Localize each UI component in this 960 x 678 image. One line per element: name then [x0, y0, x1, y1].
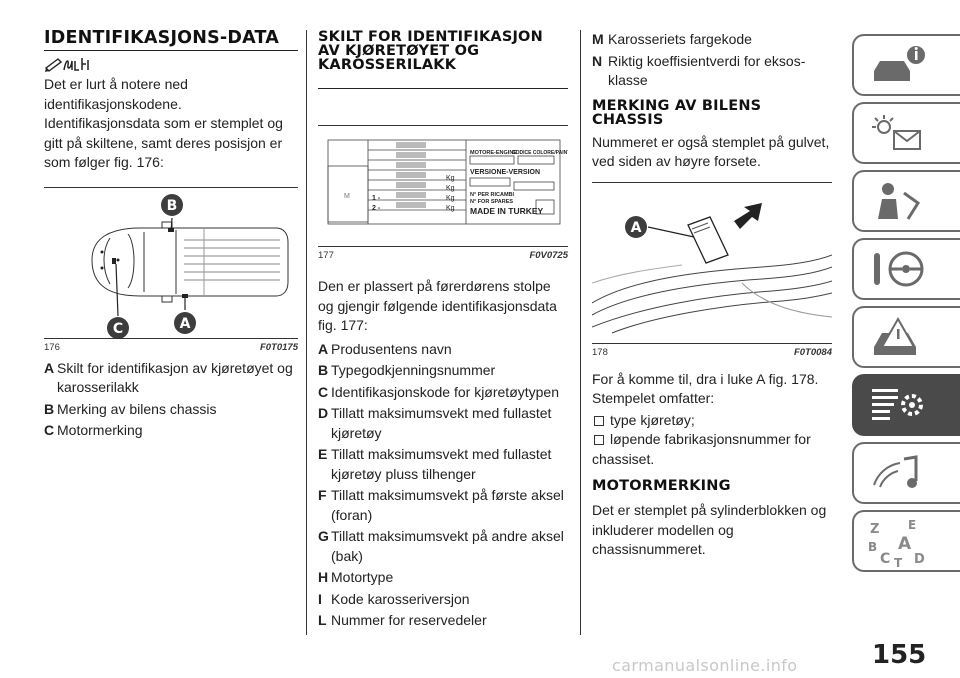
list-item: L Nummer for reservedeler: [318, 612, 487, 628]
car-info-icon: [868, 43, 928, 89]
heading-rule: [318, 88, 568, 89]
list-item: G Tillatt maksimumsvekt på andre aksel (bak): [318, 528, 564, 564]
plate-kg-label: Kg: [446, 185, 455, 192]
floor-marking-illustration: [592, 183, 832, 343]
bullet-item: type kjøretøy;: [592, 411, 832, 431]
bullet-continuation: chassiset.: [592, 450, 655, 467]
list-item: B Typegodkjenningsnummer: [318, 362, 496, 378]
tab-index[interactable]: [852, 510, 960, 572]
list-item: A Skilt for identifikasjon av kjøretøyet og karosserilakk: [44, 359, 293, 395]
starting-driving-icon: [868, 247, 928, 293]
legend-list: [44, 359, 298, 441]
checkbox-bullet-icon: [594, 435, 604, 445]
section-heading: MERKING AV BILENS CHASSIS: [592, 97, 762, 128]
list-item: I Kode karosseriversjon: [318, 590, 470, 607]
svg-text:C: C: [880, 551, 891, 567]
list-item: D Tillatt maksimumsvekt med fullastet kjøretøy: [318, 405, 552, 441]
figure-code: F0T0084: [793, 346, 832, 358]
tab-maintenance[interactable]: [852, 374, 960, 436]
plate-kg-label: Kg: [446, 195, 455, 202]
column-divider: [306, 30, 307, 635]
list-item: H Motortype: [318, 569, 394, 585]
callout-b: B: [166, 197, 178, 214]
figure-178: [592, 182, 832, 344]
figure-code: F0T0175: [259, 341, 298, 353]
list-item: A Produsentens navn: [318, 340, 452, 357]
figure-number: 177: [318, 250, 334, 261]
list-item: B Merking av bilens chassis: [44, 400, 217, 417]
plate-made-label: MADE IN TURKEY: [470, 206, 544, 216]
column-divider: [580, 30, 581, 635]
figure-caption: [44, 339, 298, 353]
list-item: C Identifikasjonskode for kjøretøytypen: [318, 383, 559, 400]
tab-car-info[interactable]: [852, 34, 960, 96]
tab-warning-lights[interactable]: [852, 102, 960, 164]
svg-text:B: B: [868, 540, 878, 554]
plate-kg-label: Kg: [446, 175, 455, 182]
watermark: carmanualsonline.info: [612, 656, 798, 675]
callout-a: A: [630, 219, 642, 236]
bullet-item: løpende fabrikasjonsnummer for: [592, 430, 832, 450]
plate-kg-label: Kg: [446, 205, 455, 212]
figure-number: 176: [44, 341, 60, 353]
tab-safety[interactable]: [852, 170, 960, 232]
tab-multimedia[interactable]: [852, 442, 960, 504]
plate-ricambi-label: N° PER RICAMBI: [470, 192, 515, 198]
note-icon: [44, 55, 298, 73]
svg-text:D: D: [914, 552, 925, 567]
list-item: E Tillatt maksimumsvekt med fullastet kjøretøy pluss tilhenger: [318, 446, 552, 482]
callout-c: C: [112, 320, 124, 337]
svg-text:A: A: [898, 534, 912, 554]
callout-a: A: [179, 315, 191, 332]
list-item: C Motormerking: [44, 422, 143, 438]
figure-176: [44, 187, 298, 339]
van-top-view-illustration: [44, 188, 298, 338]
section-heading: SKILT FOR IDENTIFIKASJON AV KJØRETØYET OG KAROSSERILAKK: [318, 29, 543, 73]
tab-starting-driving[interactable]: [852, 238, 960, 300]
figure-caption: [318, 247, 568, 261]
engine-paragraph: Det er stemplet på sylinderblokken og inkluderer modellen og chassisnummeret.: [592, 502, 827, 557]
identification-plate-illustration: [318, 126, 568, 246]
chassis-paragraph: Nummeret er også stemplet på gulvet, ved siden av høyre forsete.: [592, 133, 830, 169]
emergency-icon: [868, 315, 928, 361]
section-heading: MOTORMERKING: [592, 478, 731, 494]
figure-number: 178: [592, 346, 608, 358]
multimedia-icon: [868, 451, 928, 497]
tab-emergency[interactable]: [852, 306, 960, 368]
list-item: N Riktig koeffisientverdi for eksos-klasse: [592, 52, 806, 88]
plate-m-label: M: [344, 193, 350, 200]
plate-versione-label: VERSIONE-VERSION: [470, 169, 541, 176]
legend-list: [318, 340, 568, 631]
column-chassis-engine: [592, 30, 832, 560]
list-item: F Tillatt maksimumsvekt på første aksel (foran): [318, 487, 564, 523]
index-icon: [868, 519, 938, 569]
svg-text:E: E: [908, 519, 917, 532]
safety-icon: [868, 179, 928, 225]
legend-list: [592, 30, 832, 91]
warning-lights-icon: [868, 111, 928, 157]
column-identification-data: [44, 30, 298, 441]
page-number: 155: [872, 640, 927, 670]
intro-paragraph: Det er lurt å notere ned identifikasjonskodene.: [44, 76, 188, 112]
plate-location-paragraph: Den er plassert på førerdørens stolpe og gjengir følgende identifikasjonsdata fig. 177:: [318, 278, 557, 333]
plate-motore-label: MOTORE-ENGINE: [470, 150, 517, 156]
plate-spares-label: N° FOR SPARES: [470, 199, 514, 205]
list-item: M Karosseriets fargekode: [592, 31, 752, 47]
figure-177: [318, 125, 568, 247]
column-identification-plate: [318, 30, 568, 631]
heading-rule: [44, 50, 298, 51]
access-paragraph: For å komme til, dra i luke A fig. 178. Stempelet omfatter:: [592, 370, 819, 406]
plate-codice-label: CODICE COLORE/PAINT: [512, 150, 568, 156]
section-heading: IDENTIFIKASJONS-DATA: [44, 28, 279, 48]
plate-row-1: 1 -: [372, 195, 381, 202]
checkbox-bullet-icon: [594, 416, 604, 426]
bullet-list: [592, 411, 832, 450]
svg-text:Z: Z: [870, 522, 880, 537]
figure-caption: [592, 344, 832, 358]
svg-text:T: T: [894, 556, 903, 569]
plate-row-2: 2 -: [372, 205, 381, 212]
figure-code: F0V0725: [529, 250, 568, 261]
intro-paragraph: Identifikasjonsdata som er stemplet og gitt på skiltene, samt deres posisjon er som følger fig. 176:: [44, 115, 283, 170]
maintenance-icon: [868, 383, 928, 429]
